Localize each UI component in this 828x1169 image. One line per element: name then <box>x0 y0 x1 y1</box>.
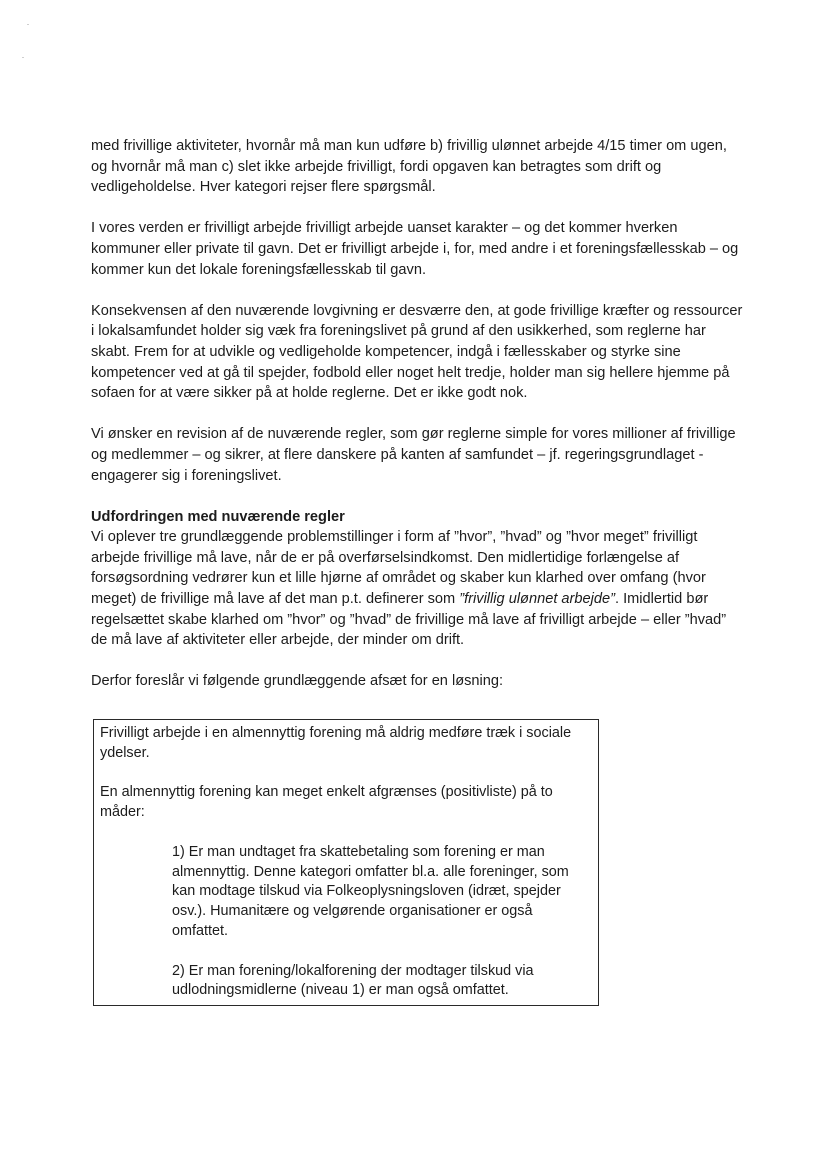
section-heading: Udfordringen med nuværende regler <box>91 508 345 525</box>
section-text-part1: Vi oplever tre grundlæggende problemstillinger i form af ”hvor”, ”hvad” og ”hvor meget” frivilligt arbejde frivillige må lave, når de er på overførselsindkomst. Den midlertidige forlængelse af forsøgsordning vedrører kun et lille hjørne af området og skaber kun klarhed over omfang (hvor meget) de frivillige må lave af det man p.t. definerer som <box>91 529 706 608</box>
document-body <box>91 136 743 692</box>
box-principle: Frivilligt arbejde i en almennyttig forening må aldrig medføre træk i sociale ydelser. <box>100 725 572 761</box>
paragraph-consequence: Konsekvensen af den nuværende lovgivning er desværre den, at gode frivillige kræfter og ressourcer i lokalsamfundet holder sig væk fra foreningslivet på grund af den usikkerhed, som reglerne har skabt. Frem for at udvikle og vedligeholde kompetencer, indgå i fællesskaber og styrke sine kompetencer ved at gå til spejder, fodbold eller noget helt tredje, holder man sig hellere hjemme på sofaen for at være sikker på at holde reglerne. Det er ikke godt nok. <box>91 302 743 402</box>
paragraph-revision: Vi ønsker en revision af de nuværende regler, som gør reglerne simple for vores millioner af frivillige og medlemmer – og sikrer, at flere danskere på kanten af samfundet – jf. regeringsgrundlaget - engagerer sig i foreningslivet. <box>91 426 736 484</box>
box-list-item-1: 1) Er man undtaget fra skattebetaling som forening er man almennyttig. Denne kategori omfatter bl.a. alle foreninger, som kan modtage tilskud via Folkeoplysningsloven (idræt, spejder osv.). Humanitære og velgørende organisationer er også omfattet. <box>172 843 569 939</box>
scan-speck <box>22 57 24 58</box>
scan-speck <box>27 24 29 25</box>
paragraph-continuation: med frivillige aktiviteter, hvornår må man kun udføre b) frivillig ulønnet arbejde 4/15 timer om ugen, og hvornår må man c) slet ikke arbejde frivilligt, fordi opgaven kan betragtes som drift og vedligeholdelse. Hver kategori rejser flere spørgsmål. <box>91 138 727 196</box>
proposal-box <box>93 719 599 1006</box>
box-list-item-2: 2) Er man forening/lokalforening der modtager tilskud via udlodningsmidlerne (niveau 1) er man også omfattet. <box>172 962 534 999</box>
section-challenges <box>91 507 743 651</box>
section-text-italic: ”frivillig ulønnet arbejde” <box>459 591 615 608</box>
paragraph-voluntary-work: I vores verden er frivilligt arbejde frivilligt arbejde uanset karakter – og det kommer hverken kommuner eller private til gavn. Det er frivilligt arbejde i, for, med andre i et foreningsfællesskab – og kommer kun det lokale foreningsfællesskab til gavn. <box>91 220 739 278</box>
paragraph-proposal-intro: Derfor foreslår vi følgende grundlæggende afsæt for en løsning: <box>91 673 504 690</box>
box-definition: En almennyttig forening kan meget enkelt afgrænses (positivliste) på to måder: <box>100 784 553 821</box>
section-text-part2: . Imidlertid bør regelsættet skabe klarhed om ”hvor” og ”hvad” de frivillige må lave af frivilligt arbejde – eller ”hvad” de må lave af aktiviteter eller arbejde, der minder om drift. <box>91 591 727 649</box>
